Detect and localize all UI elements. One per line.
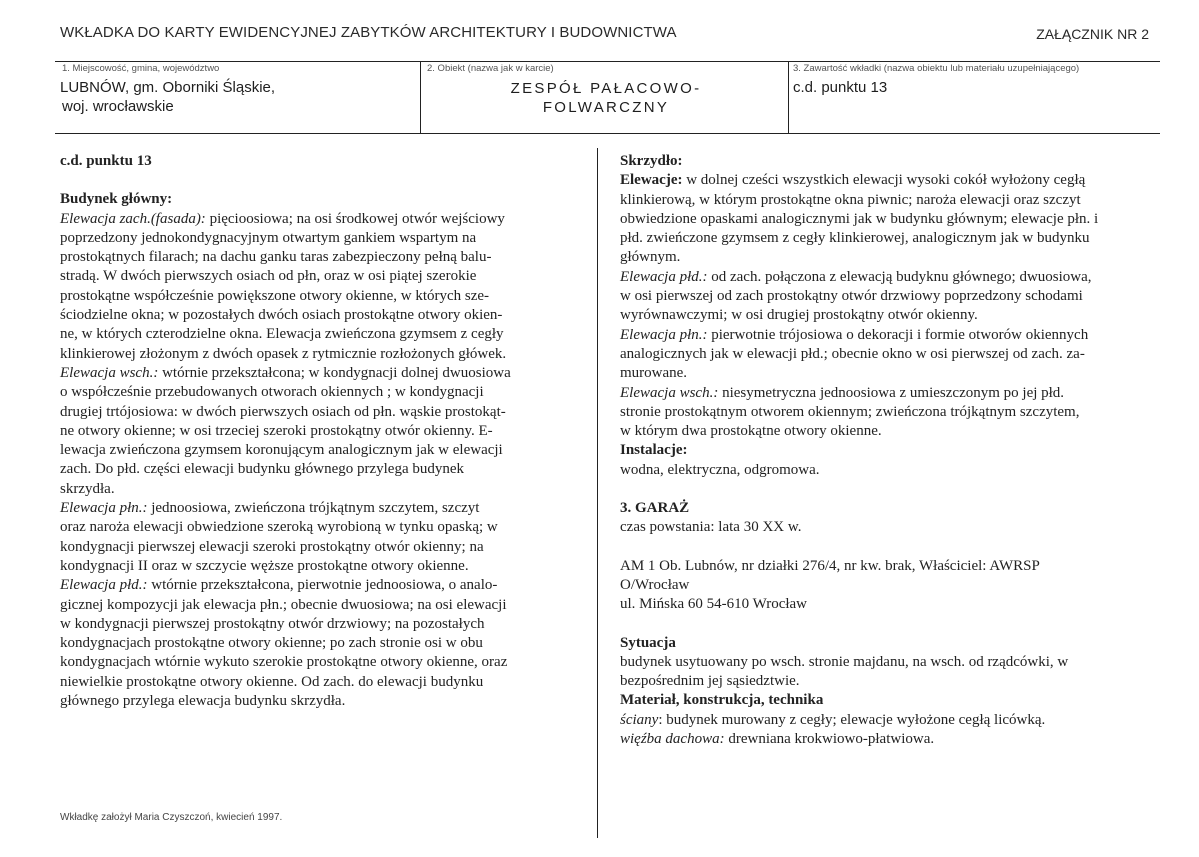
object-line-1: ZESPÓŁ PAŁACOWO-	[510, 80, 702, 97]
text-line: niewielkie prostokątne otwory okienne. Od zach. do elewacji budynku	[60, 673, 484, 690]
text-line: oraz naroża elewacji obwiedzione szeroką wyrobioną w tynku opaską; w	[60, 519, 498, 536]
text-line: w osi pierwszej od zach prostokątny otwór drzwiowy poprzedzony schodami	[620, 288, 1083, 305]
west-elevation-paragraph	[60, 210, 567, 364]
garage-date: czas powstania: lata 30 XX w.	[620, 519, 802, 536]
text-line: w kondygnacji pierwszej prostokątny otwór drzwiowy; na pozostałych	[60, 615, 485, 632]
content-value: c.d. punktu 13	[793, 79, 888, 96]
text-line: zach. Do płd. części elewacji budynku głównego przylega budynek	[60, 461, 465, 478]
wing-north-elevation-label: Elewacja płn.:	[620, 326, 708, 343]
text-line: płd. zwieńczone gzymsem z cegły klinkierowej, analogicznym jak w budynku	[620, 230, 1090, 247]
north-elevation-label: Elewacja płn.:	[60, 500, 148, 517]
wing-east-elevation-paragraph	[620, 384, 1156, 442]
wing-north-elevation-paragraph	[620, 326, 1156, 384]
annex-number: ZAŁĄCZNIK NR 2	[1036, 26, 1149, 42]
east-elevation-label: Elewacja wsch.:	[60, 364, 159, 381]
north-elevation-paragraph	[60, 499, 567, 576]
text-line: w dolnej cześci wszystkich elewacji wysoki cokół wyłożony cegłą	[682, 172, 1086, 189]
walls-value: : budynek murowany z cegły; elewacje wyłożone cegłą licówką.	[658, 711, 1046, 728]
south-elevation-label: Elewacja płd.:	[60, 577, 148, 594]
locality-value	[60, 78, 275, 116]
column-divider	[597, 148, 598, 838]
main-building-heading: Budynek główny:	[60, 191, 173, 208]
text-line: głównego przylega elewacja budynku skrzydła.	[60, 693, 346, 710]
ownership-line-3: ul. Mińska 60 54-610 Wrocław	[620, 596, 808, 613]
text-line: murowane.	[620, 365, 688, 382]
table-top-line	[55, 61, 1160, 62]
object-line-2: FOLWARCZNY	[542, 99, 670, 116]
west-elevation-label: Elewacja zach.(fasada):	[60, 210, 206, 227]
text-line: kondygnacji II oraz w szczycie węższe prostokątne otwory okienne.	[60, 557, 469, 574]
text-line: kondygnacjach prostokątne otwory okienne; po zach stronie osi w obu	[60, 635, 483, 652]
text-line: klinkierowej złożonym z dwóch opasek z rytmicznie rozłożonych główek.	[60, 345, 507, 362]
garage-heading: 3. GARAŻ	[620, 500, 690, 517]
text-line: drugiej trtójosiowa: w dwóch pierwszych osiach od płn. wąskie prostokąt-	[60, 403, 506, 420]
left-column	[60, 152, 567, 711]
text-line: prostokątnych filarach; na dachu ganku taras zabezpieczony pełną balu-	[60, 249, 492, 266]
walls-label: ściany	[620, 711, 659, 728]
wing-east-elevation-label: Elewacja wsch.:	[620, 384, 719, 401]
text-line: obwiedzione opaskami analogicznymi jak w budynku głównym; elewacje płn. i	[620, 210, 1099, 227]
text-line: kondygnacjach wtórnie wykuto szerokie prostokątne otwory okienne, oraz	[60, 654, 508, 671]
text-line: stradą. W dwóch pierwszych osiach od płn, oraz w osi piątej szerokie	[60, 268, 477, 285]
installations-value: wodna, elektryczna, odgromowa.	[620, 461, 820, 478]
situation-line-2: bezpośrednim jej sąsiedztwie.	[620, 673, 800, 690]
text-line: ne, w których czterodzielne okna. Elewacja zwieńczona gzymsem z cegły	[60, 326, 504, 343]
text-line: głównym.	[620, 249, 681, 266]
text-line: wyrównawczymi; w osi drugiej prostokątny otwór okienny.	[620, 307, 978, 324]
locality-line-2: woj. wrocławskie	[62, 98, 174, 115]
locality-line-1: LUBNÓW, gm. Oborniki Śląskie,	[60, 79, 276, 96]
wing-south-elevation-paragraph	[620, 268, 1156, 326]
object-value	[425, 79, 787, 117]
installations-heading: Instalacje:	[620, 442, 688, 459]
text-line: skrzydła.	[60, 480, 115, 497]
text-line: analogicznych jak w elewacji płd.; obecnie okno w osi pierwszej od zach. za-	[620, 345, 1085, 362]
ownership-line-1: AM 1 Ob. Lubnów, nr działki 276/4, nr kw. brak, Właściciel: AWRSP	[620, 557, 1040, 574]
locality-label: 1. Miejscowość, gmina, województwo	[62, 63, 220, 74]
wing-south-elevation-label: Elewacja płd.:	[620, 268, 708, 285]
text-line: prostokątne współcześnie powiększone otwory okienne, w których sze-	[60, 287, 490, 304]
roof-label: więźba dachowa:	[620, 731, 725, 748]
text-line: poprzedzony jednokondygnacyjnym otwartym gankiem wspartym na	[60, 229, 477, 246]
text-line: gicznej kompozycji jak elewacja płn.; obecnie dwuosiowa; na osi elewacji	[60, 596, 507, 613]
roof-line	[620, 730, 1156, 749]
south-elevation-paragraph	[60, 576, 567, 711]
content-label: 3. Zawartość wkładki (nazwa obiektu lub materiału uzupełniającego)	[793, 63, 1080, 74]
situation-heading: Sytuacja	[620, 634, 676, 651]
situation-line-1: budynek usytuowany po wsch. stronie majdanu, na wsch. od rządcówki, w	[620, 653, 1069, 670]
table-bottom-line	[55, 133, 1160, 134]
author-footer: Wkładkę założył Maria Czyszczoń, kwiecień 1997.	[60, 812, 283, 823]
text-line: pięcioosiowa; na osi środkowej otwór wejściowy	[205, 210, 505, 227]
text-line: w którym dwa prostokątne otwory okienne.	[620, 423, 882, 440]
wing-heading: Skrzydło:	[620, 153, 683, 169]
text-line: o współcześnie przebudowanych otworach okiennych ; w kondygnacji	[60, 384, 484, 401]
text-line: lewacja zwieńczona gzymsem koronującym analogicznym jak w elewacji	[60, 442, 503, 459]
table-divider-2	[788, 61, 789, 134]
text-line: ne otwory okienne; w osi trzeciej szeroki prostokątny otwór okienny. E-	[60, 422, 493, 439]
right-column	[620, 152, 1156, 749]
east-elevation-paragraph	[60, 364, 567, 499]
elevations-label: Elewacje:	[620, 172, 683, 189]
wing-elevations-paragraph	[620, 171, 1156, 267]
ownership-line-2: O/Wrocław	[620, 576, 690, 593]
text-line: jednoosiowa, zwieńczona trójkątnym szczytem, szczyt	[147, 500, 480, 517]
text-line: klinkierową, w którym prostokątne okna piwnic; naroża elewacji oraz szczyt	[620, 191, 1081, 208]
walls-line	[620, 711, 1156, 730]
text-line: pierwotnie trójosiowa o dekoracji i formie otworów okiennych	[707, 326, 1089, 343]
text-line: wtórnie przekształcona, pierwotnie jednoosiowa, o analo-	[147, 577, 498, 594]
text-line: ściodzielne okna; w pozostałych dwóch osiach prostokątne otwory okien-	[60, 307, 503, 324]
table-divider-1	[420, 61, 421, 134]
card-title: WKŁADKA DO KARTY EWIDENCYJNEJ ZABYTKÓW ARCHITEKTURY I BUDOWNICTWA	[60, 24, 677, 41]
continuation-heading: c.d. punktu 13	[60, 153, 152, 169]
text-line: od zach. połączona z elewacją budyknu głównego; dwuosiowa,	[707, 268, 1092, 285]
material-heading: Materiał, konstrukcja, technika	[620, 692, 824, 709]
text-line: niesymetryczna jednoosiowa z umieszczonym po jej płd.	[718, 384, 1065, 401]
object-label: 2. Obiekt (nazwa jak w karcie)	[427, 63, 554, 74]
roof-value: drewniana krokwiowo-płatwiowa.	[724, 731, 935, 748]
text-line: wtórnie przekształcona; w kondygnacji dolnej dwuosiowa	[158, 364, 511, 381]
text-line: stronie prostokątnym otworem okiennym; zwieńczona trójkątnym szczytem,	[620, 403, 1080, 420]
text-line: kondygnacji pierwszej elewacji szeroki prostokątny otwór okienny; na	[60, 538, 484, 555]
